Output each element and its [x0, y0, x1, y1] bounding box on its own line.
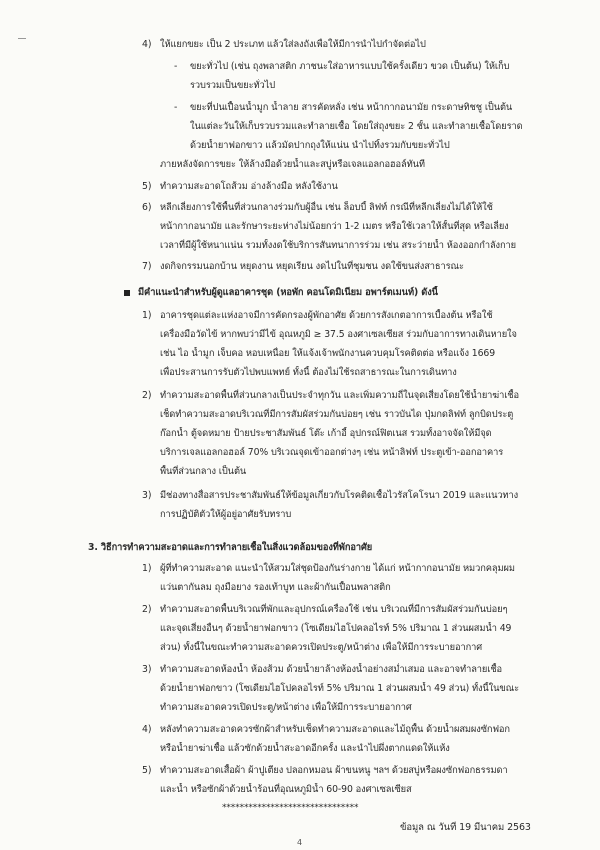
item-line: และน้ำ หรือซักผ้าด้วยน้ำร้อนที่อุณหภูมิน้ำ 60-90 องศาเซลเซียส [160, 784, 412, 795]
item-line: หน้ากากอนามัย และรักษาระยะห่างไม่น้อยกว่า 1-2 เมตร หรือใช้เวลาให้สั้นที่สุด หรือเลี่ยง [160, 221, 509, 232]
sub-item-line: ในแต่ละวันให้เก็บรวบรวมและทำลายเชื้อ โดยใส่ถุงขยะ 2 ชั้น และทำลายเชื้อโดยราด [190, 121, 523, 132]
item-line: ทำความสะอาดเสื้อผ้า ผ้าปูเตียง ปลอกหมอน ผ้าขนหนู ฯลฯ ด้วยสบู่หรือผงซักฟอกธรรมดา [160, 765, 508, 776]
item-line: เช่น ไอ น้ำมูก เจ็บคอ หอบเหนื่อย ให้แจ้งเจ้าพนักงานควบคุมโรคติดต่อ หรือแจ้ง 1669 [160, 348, 496, 359]
dash-bullet: - [174, 102, 178, 113]
item-line: ทำความสะอาดห้องน้ำ ห้องส้วม ด้วยน้ำยาล้างห้องน้ำอย่างสม่ำเสมอ และอาจทำลายเชื้อ [160, 664, 503, 675]
item-line: เครื่องมือวัดไข้ หากพบว่ามีไข้ อุณหภูมิ ≥ 37.5 องศาเซลเซียส ร่วมกับอาการทางเดินหายใจ [160, 329, 517, 340]
square-bullet-icon [124, 290, 130, 296]
item-number: 7) [142, 261, 152, 272]
sub-item-line: ขยะทั่วไป (เช่น ถุงพลาสติก ภาชนะใส่อาหารแบบใช้ครั้งเดียว ขวด เป็นต้น) ให้เก็บ [190, 61, 510, 72]
scan-edge-mark [18, 38, 26, 39]
item-line: ส่วน) ทั้งนี้ในขณะทำความสะอาดควรเปิดประตู/หน้าต่าง เพื่อให้มีการระบายอากาศ [160, 642, 483, 653]
item-number: 3) [142, 490, 152, 501]
item-line: การปฏิบัติตัวให้ผู้อยู่อาศัยรับทราบ [160, 509, 292, 520]
item-text: ให้แยกขยะ เป็น 2 ประเภท แล้วใส่ลงถังเพื่อให้มีการนำไปกำจัดต่อไป [160, 39, 426, 50]
item-line: แว่นตากันลม ถุงมือยาง รองเท้าบูท และผ้ากันเปื้อนพลาสติก [160, 582, 391, 593]
item-line: ก๊อกน้ำ ตู้จดหมาย ป้ายประชาสัมพันธ์ โต๊ะ เก้าอี้ อุปกรณ์ฟิตเนส รวมทั้งอาจจัดให้มีจุด [160, 428, 492, 439]
footer-date: ข้อมูล ณ วันที่ 19 มีนาคม 2563 [400, 822, 531, 833]
item-line: หลีกเลี่ยงการใช้พื้นที่ส่วนกลางร่วมกับผู้อื่น เช่น ล็อบบี้ ลิฟท์ กรณีที่หลีกเลี่ยงไม่ได้ให้ใช้ [160, 202, 493, 213]
item-line: บริการเจลแอลกอฮอล์ 70% บริเวณจุดเข้าออกต่างๆ เช่น หน้าลิฟท์ ประตูเข้า-ออกอาคาร [160, 447, 504, 458]
sub-item-line: รวบรวมเป็นขยะทั่วไป [190, 80, 276, 91]
item-line: อาคารชุดแต่ละแห่งอาจมีการคัดกรองผู้พักอาศัย ด้วยการสังเกตอาการเบื้องต้น หรือใช้ [160, 310, 493, 321]
item-number: 4) [142, 724, 152, 735]
section-heading: 3. วิธีการทำความสะอาดและการทำลายเชื้อในสิ่งแวดล้อมของที่พักอาศัย [88, 542, 373, 553]
item-line: เพื่อประสานการรับตัวไปพบแพทย์ ทั้งนี้ ต้องไม่ใช้รถสาธารณะในการเดินทาง [160, 367, 457, 378]
item-line: ด้วยน้ำยาฟอกขาว (โซเดียมไฮโปคลอไรท์ 5% ปริมาณ 1 ส่วนผสมน้ำ 49 ส่วน) ทั้งนี้ในขณะ [160, 683, 520, 694]
item-number: 5) [142, 181, 152, 192]
item-line: ทำความสะอาดควรเปิดประตู/หน้าต่าง เพื่อให้มีการระบายอากาศ [160, 702, 412, 713]
item-text: งดกิจกรรมนอกบ้าน หยุดงาน หยุดเรียน งดไปในที่ชุมชน งดใช้ขนส่งสาธารณะ [160, 261, 464, 272]
item-line: และจุดเสี่ยงอื่นๆ ด้วยน้ำยาฟอกขาว (โซเดียมไฮโปคลอไรท์ 5% ปริมาณ 1 ส่วนผสมน้ำ 49 [160, 623, 512, 634]
dash-bullet: - [174, 61, 178, 72]
item-line: เช็ดทำความสะอาดบริเวณที่มีการสัมผัสร่วมกันบ่อยๆ เช่น ราวบันได ปุ่มกดลิฟท์ ลูกบิดประตู [160, 409, 514, 420]
item-line: หรือน้ำยาฆ่าเชื้อ แล้วซักด้วยน้ำสะอาดอีกครั้ง และนำไปผึ่งตากแดดให้แห้ง [160, 743, 450, 754]
item-number: 6) [142, 202, 152, 213]
item-text: ทำความสะอาดโถส้วม อ่างล้างมือ หลังใช้งาน [160, 181, 338, 192]
sub-item-line: ด้วยน้ำยาฟอกขาว แล้วมัดปากถุงให้แน่น นำไปทิ้งรวมกับขยะทั่วไป [190, 140, 450, 151]
item-number: 4) [142, 39, 152, 50]
item-line: ทำความสะอาดพื้นบริเวณที่พักและอุปกรณ์เครื่องใช้ เช่น บริเวณที่มีการสัมผัสร่วมกันบ่อยๆ [160, 604, 508, 615]
item-line: พื้นที่ส่วนกลาง เป็นต้น [160, 466, 247, 477]
item-line: หลังทำความสะอาดควรซักผ้าสำหรับเช็ดทำความสะอาดและไม้ถูพื้น ด้วยน้ำผสมผงซักฟอก [160, 724, 510, 735]
item-text: ภายหลังจัดการขยะ ให้ล้างมือด้วยน้ำและสบู่หรือเจลแอลกอฮอล์ทันที [160, 159, 425, 170]
item-line: มีช่องทางสื่อสารประชาสัมพันธ์ให้ข้อมูลเกี่ยวกับโรคติดเชื้อไวรัสโคโรนา 2019 และแนวทาง [160, 490, 519, 501]
page-number: 4 [297, 838, 302, 847]
sub-item-line: ขยะที่ปนเปื้อนน้ำมูก น้ำลาย สารคัดหลั่ง เช่น หน้ากากอนามัย กระดาษทิชชู เป็นต้น [190, 102, 513, 113]
item-number: 5) [142, 765, 152, 776]
item-number: 1) [142, 563, 152, 574]
item-line: ผู้ที่ทำความสะอาด แนะนำให้สวมใส่ชุดป้องกันร่างกาย ได้แก่ หน้ากากอนามัย หมวกคลุมผม [160, 563, 515, 574]
item-number: 2) [142, 604, 152, 615]
item-number: 3) [142, 664, 152, 675]
item-line: เวลาที่มีผู้ใช้หนาแน่น รวมทั้งงดใช้บริการสันทนาการร่วม เช่น สระว่ายน้ำ ห้องออกกำลังกาย [160, 240, 516, 251]
section-heading: มีคำแนะนำสำหรับผู้ดูแลอาคารชุด (หอพัก คอนโดมิเนียม อพาร์ตเมนท์) ดังนี้ [138, 287, 438, 298]
item-line: ทำความสะอาดพื้นที่ส่วนกลางเป็นประจำทุกวัน และเพิ่มความถี่ในจุดเสี่ยงโดยใช้น้ำยาฆ่าเชื้อ [160, 390, 519, 401]
asterisk-divider: ******************************* [222, 803, 359, 813]
item-number: 2) [142, 390, 152, 401]
item-number: 1) [142, 310, 152, 321]
